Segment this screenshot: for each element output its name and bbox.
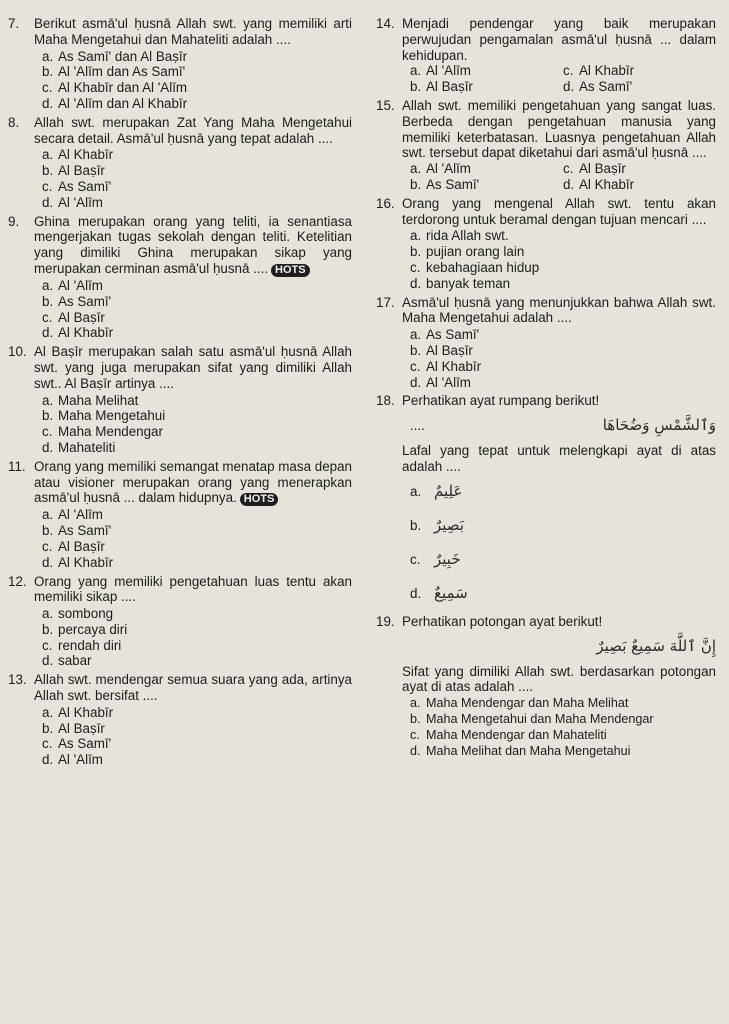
question-8 [8, 115, 352, 211]
option-d[interactable]: d. سَمِيعٌ [410, 583, 468, 602]
option-a[interactable]: a. Al 'Alīm [410, 161, 471, 177]
option-a[interactable]: a. Maha Mendengar dan Maha Melihat [410, 696, 629, 711]
option-d[interactable]: d. Mahateliti [42, 439, 116, 455]
question-stem: Orang yang memiliki semangat menatap masa depan atau visioner merupakan orang yang menerapkan asmā'ul ḥusnā ... dalam hidupnya. HOTS [34, 458, 352, 506]
question-number: 12. [8, 573, 27, 589]
question-stem: Allah swt. merupakan Zat Yang Maha Mengetahui secara detail. Asmā'ul ḥusnā yang tepat adalah .... [34, 114, 352, 146]
question-stem: Perhatikan ayat rumpang berikut! [402, 393, 600, 409]
option-a[interactable]: a. rida Allah swt. [410, 228, 509, 244]
option-c[interactable]: c. kebahagiaan hidup [410, 259, 540, 275]
question-stem-continued: Sifat yang dimiliki Allah swt. berdasarkan potongan ayat di atas adalah .... [402, 663, 716, 695]
hots-badge: HOTS [240, 493, 279, 506]
option-a[interactable]: a. Al Khabīr [42, 147, 114, 163]
option-d[interactable]: d. Al 'Alīm [42, 752, 103, 768]
arabic-verse [402, 409, 716, 443]
arabic-verse-text: وَٱلشَّمْسِ وَضُحَاهَا [602, 416, 716, 435]
option-b[interactable]: b. As Samī' [42, 293, 112, 309]
question-number: 14. [376, 16, 395, 31]
option-a[interactable]: a. عَلِيمٌ [410, 481, 463, 500]
question-stem: Ghina merupakan orang yang teliti, ia senantiasa mengerjakan tugas sekolah dengan teliti. Ketelitian yang dimiliki Ghina merupakan sikap yang merupakan cerminan asmā'ul ḥusnā .... HOTS [34, 213, 352, 276]
question-number: 11. [8, 458, 26, 474]
option-b[interactable]: b. بَصِيرٌ [410, 515, 464, 534]
option-b[interactable]: b. pujian orang lain [410, 244, 525, 260]
question-stem: Orang yang memiliki pengetahuan luas tentu akan memiliki sikap .... [34, 573, 352, 605]
question-18 [376, 393, 716, 610]
question-number: 9. [8, 213, 20, 229]
option-c[interactable]: c. خَبِيرٌ [410, 549, 461, 568]
option-b[interactable]: b. Maha Mengetahui [42, 408, 166, 424]
question-number: 8. [8, 114, 20, 130]
option-c[interactable]: c. As Samī' [42, 736, 112, 752]
option-b[interactable]: b. Maha Mengetahui dan Maha Mendengar [410, 711, 654, 726]
option-b[interactable]: b. Al Baṣīr [42, 720, 105, 736]
option-a[interactable]: a. As Samī' [410, 327, 480, 343]
question-stem: Orang yang mengenal Allah swt. tentu akan terdorong untuk beramal dengan tujuan mencari .... [402, 195, 716, 227]
option-d[interactable]: d. banyak teman [410, 275, 511, 291]
option-c[interactable]: c. Al Khabīr [563, 63, 635, 79]
option-c[interactable]: c. rendah diri [42, 637, 122, 653]
question-12 [8, 574, 352, 670]
option-c[interactable]: c. Al Baṣīr [42, 538, 105, 554]
question-stem-continued: Lafal yang tepat untuk melengkapi ayat di atas adalah .... [402, 443, 716, 474]
left-column [8, 16, 352, 771]
question-stem: Al Baṣīr merupakan salah satu asmā'ul ḥusnā Allah swt. yang juga merupakan sifat yang dimiliki Allah swt.. Al Baṣīr artinya .... [34, 344, 352, 391]
option-a[interactable]: a. As Samī' dan Al Baṣīr [42, 48, 188, 64]
question-17 [376, 295, 716, 391]
arabic-verse [402, 630, 716, 664]
option-b[interactable]: b. Al 'Alīm dan As Samī' [42, 64, 186, 80]
question-number: 7. [8, 16, 20, 31]
option-d[interactable]: d. sabar [42, 653, 92, 669]
option-d[interactable]: d. Maha Melihat dan Maha Mengetahui [410, 743, 631, 758]
question-14 [376, 16, 716, 95]
question-stem: Allah swt. memiliki pengetahuan yang sangat luas. Berbeda dengan pengetahuan manusia yang memiliki keterbatasan. Luasnya pengetahuan Allah swt. tersebut dapat diketahui dari asmā'ul ḥusnā .... [402, 97, 716, 161]
question-13 [8, 672, 352, 768]
option-c[interactable]: c. Al Khabīr dan Al 'Alīm [42, 80, 188, 96]
option-c[interactable]: c. Al Khabīr [410, 358, 482, 374]
question-11 [8, 459, 352, 571]
option-a[interactable]: a. Maha Melihat [42, 392, 139, 408]
question-19 [376, 614, 716, 760]
option-c[interactable]: c. Al Baṣīr [42, 309, 105, 325]
option-a[interactable]: a. Al 'Alīm [42, 277, 103, 293]
question-number: 13. [8, 672, 27, 688]
question-number: 16. [376, 195, 395, 211]
option-d[interactable]: d. Al 'Alīm [42, 194, 103, 210]
option-b[interactable]: b. As Samī' [410, 176, 480, 192]
option-a[interactable]: a. Al 'Alīm [410, 63, 471, 79]
verse-blank: .... [410, 418, 425, 434]
question-stem: Menjadi pendengar yang baik merupakan perwujudan pengamalan asmā'ul ḥusnā ... dalam kehidupan. [402, 16, 716, 63]
option-d[interactable]: d. Al Khabīr [42, 325, 114, 341]
option-d[interactable]: d. As Samī' [563, 79, 633, 95]
option-b[interactable]: b. percaya diri [42, 621, 128, 637]
option-d[interactable]: d. Al 'Alīm dan Al Khabīr [42, 95, 188, 111]
option-d[interactable]: d. Al Khabīr [563, 176, 635, 192]
option-a[interactable]: a. Al Khabīr [42, 704, 114, 720]
hots-badge: HOTS [271, 264, 310, 277]
option-b[interactable]: b. Al Baṣīr [410, 79, 473, 95]
question-10 [8, 344, 352, 456]
question-stem: Allah swt. mendengar semua suara yang ada, artinya Allah swt. bersifat .... [34, 672, 352, 704]
option-a[interactable]: a. Al 'Alīm [42, 507, 103, 523]
option-c[interactable]: c. Maha Mendengar dan Mahateliti [410, 727, 607, 742]
option-c[interactable]: c. As Samī' [42, 178, 112, 194]
option-c[interactable]: c. Al Baṣīr [563, 161, 626, 177]
question-16 [376, 196, 716, 292]
right-column [376, 16, 716, 762]
option-b[interactable]: b. As Samī' [42, 523, 112, 539]
question-stem: Asmā'ul ḥusnā yang menunjukkan bahwa Allah swt. Maha Mengetahui adalah .... [402, 294, 716, 326]
option-d[interactable]: d. Al Khabīr [42, 554, 114, 570]
question-number: 15. [376, 97, 395, 113]
question-stem: Berikut asmā'ul ḥusnā Allah swt. yang memiliki arti Maha Mengetahui dan Mahateliti adalah .... [34, 16, 352, 47]
question-number: 18. [376, 393, 395, 409]
question-9 [8, 214, 352, 342]
option-d[interactable]: d. Al 'Alīm [410, 374, 471, 390]
option-b[interactable]: b. Al Baṣīr [42, 163, 105, 179]
option-a[interactable]: a. sombong [42, 606, 114, 622]
option-b[interactable]: b. Al Baṣīr [410, 342, 473, 358]
option-c[interactable]: c. Maha Mendengar [42, 424, 163, 440]
arabic-verse-text: إِنَّ ٱللَّهَ سَمِيعٌ بَصِيرٌ [596, 636, 716, 655]
question-7 [8, 16, 352, 112]
question-stem: Perhatikan potongan ayat berikut! [402, 613, 603, 629]
question-number: 17. [376, 294, 395, 310]
question-15 [376, 98, 716, 193]
question-number: 19. [376, 613, 395, 629]
question-number: 10. [8, 344, 27, 360]
